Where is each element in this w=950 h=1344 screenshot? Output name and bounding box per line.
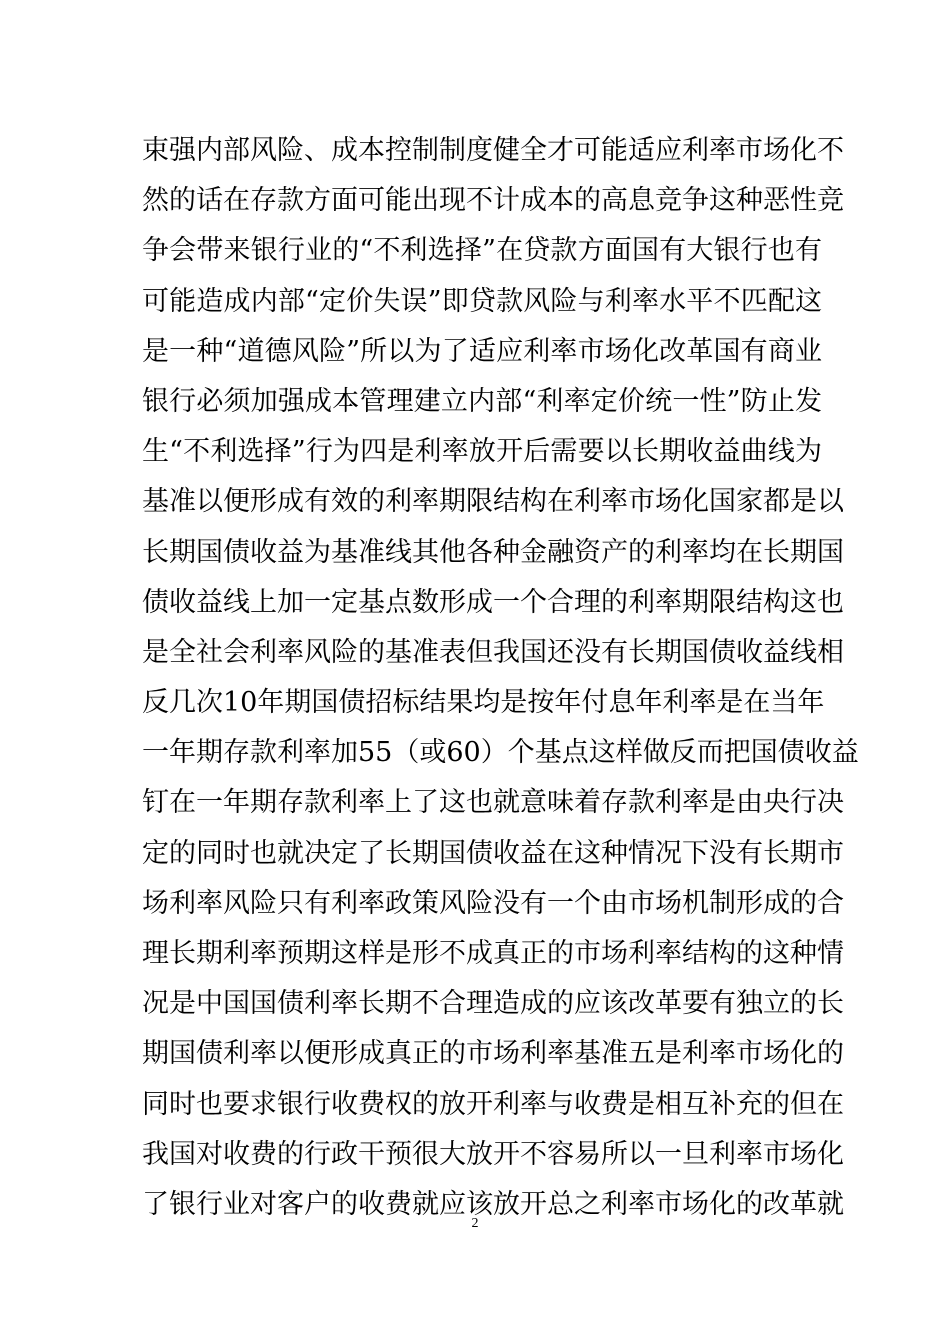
text-line: 同时也要求银行收费权的放开利率与收费是相互补充的但在: [142, 1088, 844, 1120]
text-line: 钉在一年期存款利率上了这也就意味着存款利率是由央行决: [142, 787, 844, 819]
text-line: 理长期利率预期这样是形不成真正的市场利率结构的这种情: [142, 938, 844, 969]
text-line: 争会带来银行业的“不利选择”在贷款方面国有大银行也有: [142, 235, 822, 267]
text-line: 债收益线上加一定基点数形成一个合理的利率期限结构这也: [142, 586, 844, 618]
text-line: 我国对收费的行政干预很大放开不容易所以一旦利率市场化: [142, 1138, 844, 1170]
text-line: 定的同时也就决定了长期国债收益在这种情况下没有长期市: [142, 837, 844, 869]
text-line: 生“不利选择”行为四是利率放开后需要以长期收益曲线为: [142, 436, 822, 468]
text-line: 一年期存款利率加55（或60）个基点这样做反而把国债收益: [142, 737, 859, 769]
body-text: [142, 126, 859, 1230]
text-line: 期国债利率以便形成真正的市场利率基准五是利率市场化的: [142, 1038, 844, 1070]
text-line: 长期国债收益为基准线其他各种金融资产的利率均在长期国: [142, 536, 844, 568]
text-line: 是一种“道德风险”所以为了适应利率市场化改革国有商业: [142, 335, 822, 367]
text-line: 基准以便形成有效的利率期限结构在利率市场化国家都是以: [142, 486, 844, 518]
text-line: 银行必须加强成本管理建立内部“利率定价统一性”防止发: [142, 385, 822, 417]
text-line: 了银行业对客户的收费就应该放开总之利率市场化的改革就: [142, 1188, 844, 1220]
text-line: 可能造成内部“定价失误”即贷款风险与利率水平不匹配这: [142, 285, 822, 317]
text-line: 况是中国国债利率长期不合理造成的应该改革要有独立的长: [142, 988, 844, 1020]
text-line: 反几次10年期国债招标结果均是按年付息年利率是在当年: [142, 687, 825, 719]
page-number: 2: [471, 1216, 479, 1231]
text-line: 是全社会利率风险的基准表但我国还没有长期国债收益线相: [142, 636, 844, 668]
text-line: 然的话在存款方面可能出现不计成本的高息竞争这种恶性竞: [142, 185, 844, 217]
text-line: 束强内部风险、成本控制制度健全才可能适应利率市场化不: [142, 135, 844, 166]
text-line: 场利率风险只有利率政策风险没有一个由市场机制形成的合: [142, 887, 844, 919]
